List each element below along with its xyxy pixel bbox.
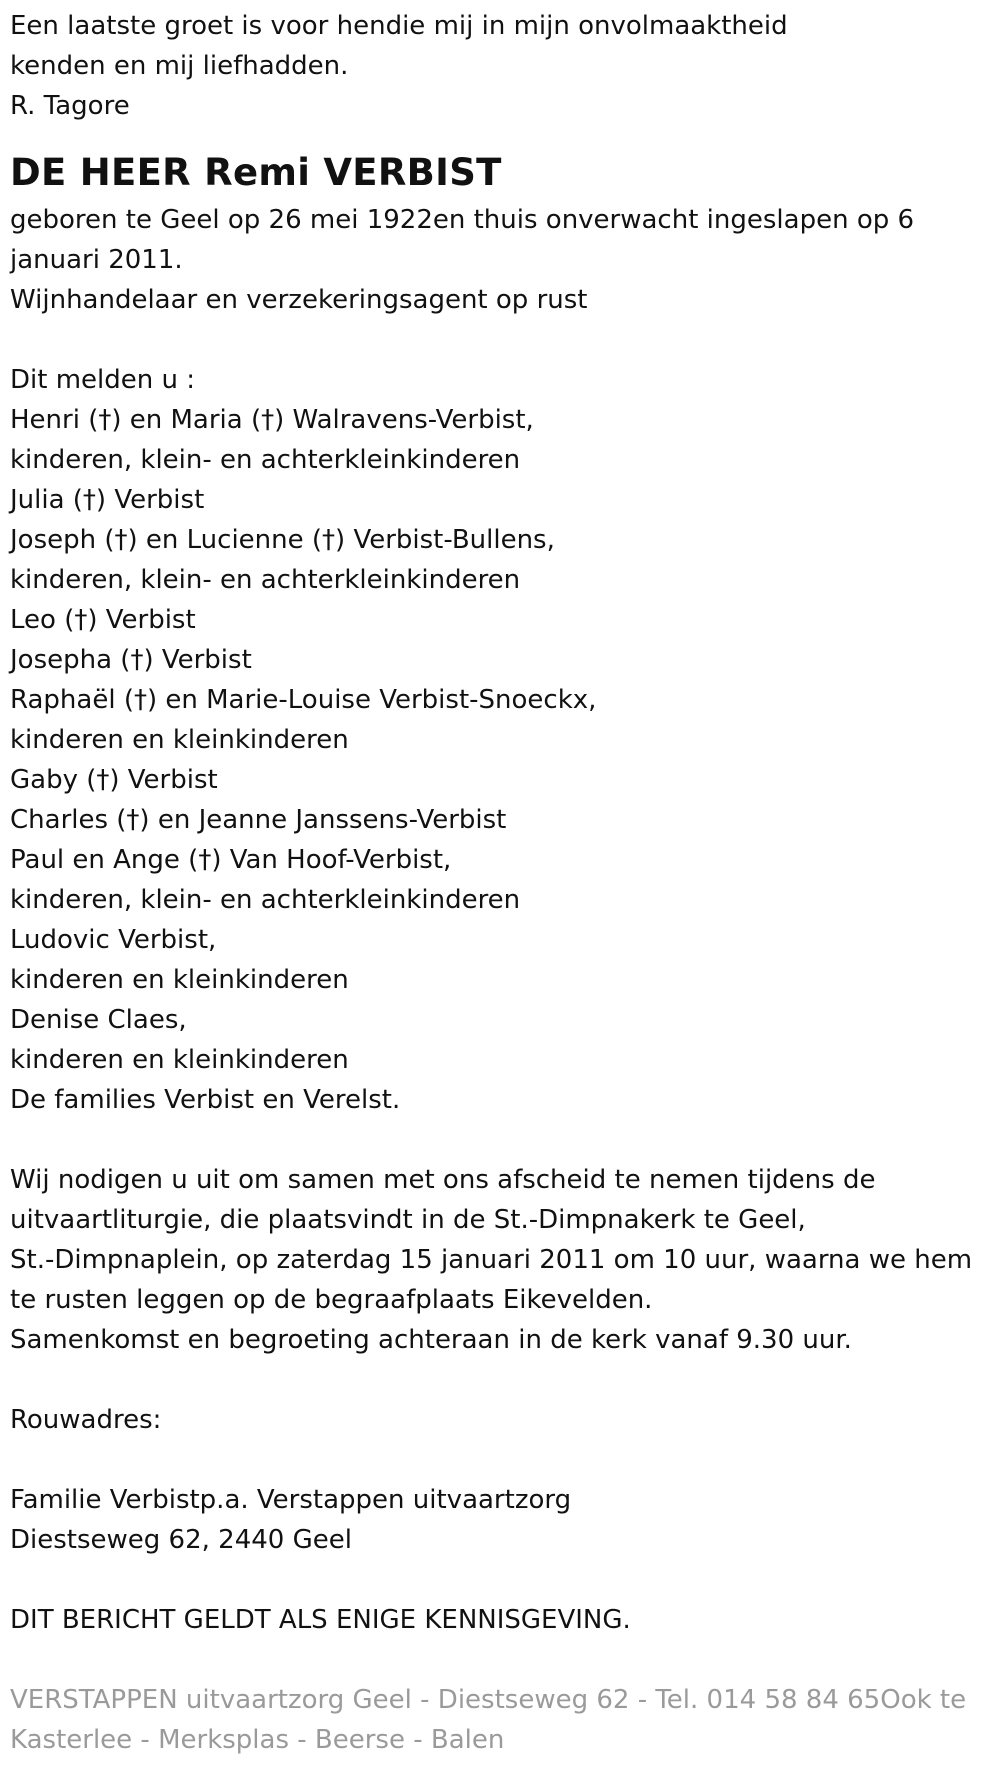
notice-statement: DIT BERICHT GELDT ALS ENIGE KENNISGEVING. — [10, 1605, 631, 1635]
deceased-name: DE HEER Remi VERBIST — [10, 151, 502, 194]
announcer-line: Ludovic Verbist, — [10, 925, 217, 955]
spacer — [10, 1120, 990, 1160]
ceremony-line: te rusten leggen op de begraafplaats Eikevelden. — [10, 1285, 653, 1315]
mourning-address-line: Diestseweg 62, 2440 Geel — [10, 1525, 352, 1555]
ceremony-line: St.-Dimpnaplein, op zaterdag 15 januari 2011 om 10 uur, waarna we hem — [10, 1245, 973, 1275]
ceremony-line: uitvaartliturgie, die plaatsvindt in de St.-Dimpnakerk te Geel, — [10, 1205, 806, 1235]
birth-death-line: geboren te Geel op 26 mei 1922en thuis onverwacht ingeslapen op 6 — [10, 205, 915, 235]
announcer-line: kinderen en kleinkinderen — [10, 1045, 349, 1075]
ceremony-block — [10, 1160, 990, 1360]
announcer-line: Leo (†) Verbist — [10, 605, 196, 635]
announcer-line: Henri (†) en Maria (†) Walravens-Verbist, — [10, 405, 534, 435]
spacer — [10, 1440, 990, 1480]
mourning-address-line: Familie Verbistp.a. Verstappen uitvaartzorg — [10, 1485, 572, 1515]
quote-author: R. Tagore — [10, 91, 130, 121]
footer-line: VERSTAPPEN uitvaartzorg Geel - Diestseweg 62 - Tel. 014 58 84 65Ook te — [10, 1685, 967, 1715]
deceased-details — [10, 200, 990, 320]
announcer-line: kinderen, klein- en achterkleinkinderen — [10, 565, 521, 595]
ceremony-line: Wij nodigen u uit om samen met ons afscheid te nemen tijdens de — [10, 1165, 876, 1195]
announcer-line: De families Verbist en Verelst. — [10, 1085, 401, 1115]
announcer-line: Denise Claes, — [10, 1005, 187, 1035]
spacer — [10, 320, 990, 360]
announcer-line: Joseph (†) en Lucienne (†) Verbist-Bullens, — [10, 525, 555, 555]
announcer-line: kinderen, klein- en achterkleinkinderen — [10, 445, 521, 475]
mourning-address-block — [10, 1400, 990, 1560]
footer-line: Kasterlee - Merksplas - Beerse - Balen — [10, 1725, 505, 1755]
quote-line: kenden en mij liefhadden. — [10, 51, 349, 81]
quote-block — [10, 6, 990, 126]
mourning-address-label: Rouwadres: — [10, 1405, 162, 1435]
spacer — [10, 1560, 990, 1600]
announcer-line: Gaby (†) Verbist — [10, 765, 218, 795]
announcer-line: Raphaël (†) en Marie-Louise Verbist-Snoeckx, — [10, 685, 597, 715]
announcer-line: kinderen, klein- en achterkleinkinderen — [10, 885, 521, 915]
quote-line: Een laatste groet is voor hendie mij in mijn onvolmaaktheid — [10, 11, 788, 41]
announcers-block — [10, 360, 990, 1120]
ceremony-line: Samenkomst en begroeting achteraan in de kerk vanaf 9.30 uur. — [10, 1325, 852, 1355]
announcer-line: Julia (†) Verbist — [10, 485, 205, 515]
announcer-line: kinderen en kleinkinderen — [10, 965, 349, 995]
announcers-intro: Dit melden u : — [10, 365, 195, 395]
birth-death-line: januari 2011. — [10, 245, 183, 275]
spacer — [10, 1640, 990, 1680]
announcer-line: Paul en Ange (†) Van Hoof-Verbist, — [10, 845, 452, 875]
announcer-line: Charles (†) en Jeanne Janssens-Verbist — [10, 805, 507, 835]
announcer-line: Josepha (†) Verbist — [10, 645, 252, 675]
announcer-line: kinderen en kleinkinderen — [10, 725, 349, 755]
spacer — [10, 1360, 990, 1400]
funeral-home-footer — [10, 1680, 990, 1760]
occupation: Wijnhandelaar en verzekeringsagent op rust — [10, 285, 588, 315]
